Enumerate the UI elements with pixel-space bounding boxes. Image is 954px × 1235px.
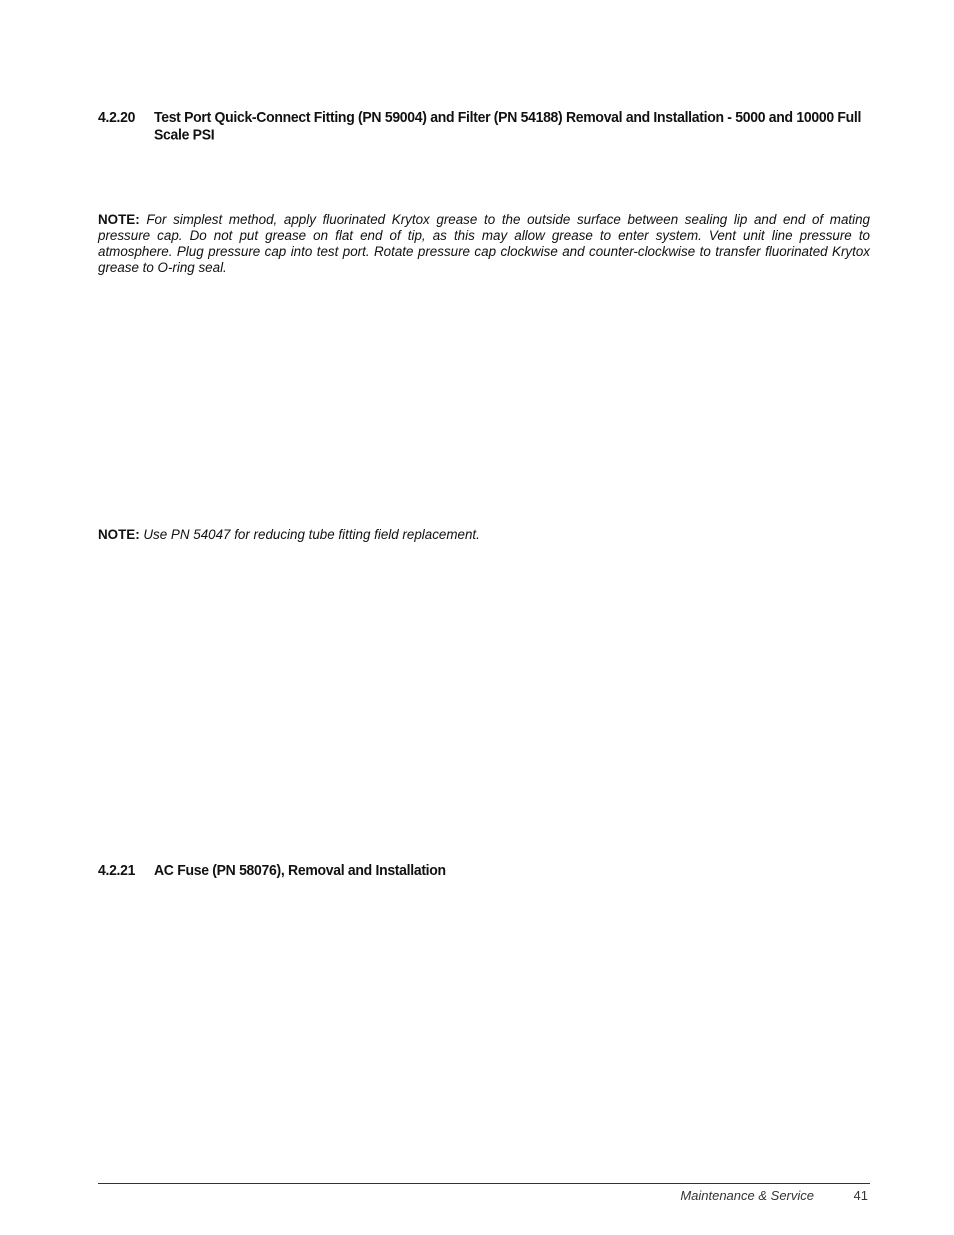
- footer-section-name: Maintenance & Service: [680, 1188, 814, 1203]
- note-label: NOTE:: [98, 527, 140, 542]
- section-heading-4-2-20: [98, 108, 870, 143]
- note-reducing-tube-fitting: [98, 527, 870, 543]
- section-heading-4-2-21: [98, 861, 870, 878]
- page-number: 41: [853, 1188, 868, 1203]
- note-text: For simplest method, apply fluorinated Krytox grease to the outside surface between sealing lip and end of mating pressure cap. Do not put grease on flat end of tip, as this may allow grease to enter system. Vent unit line pressure to atmosphere. Plug pressure cap into test port. Rotate pressure cap clockwise and counter-clockwise to transfer fluorinated Krytox grease to O-ring seal.: [98, 212, 870, 275]
- section-title: AC Fuse (PN 58076), Removal and Installation: [154, 861, 446, 879]
- note-label: NOTE:: [98, 212, 140, 227]
- footer-divider: [98, 1183, 870, 1184]
- note-grease-method: [98, 212, 870, 276]
- note-text: Use PN 54047 for reducing tube fitting field replacement.: [143, 527, 480, 542]
- section-title: Test Port Quick-Connect Fitting (PN 59004) and Filter (PN 54188) Removal and Installation - 5000 and 10000 Full Scale PSI: [154, 108, 862, 143]
- section-number: 4.2.21: [98, 861, 136, 879]
- section-number: 4.2.20: [98, 108, 136, 126]
